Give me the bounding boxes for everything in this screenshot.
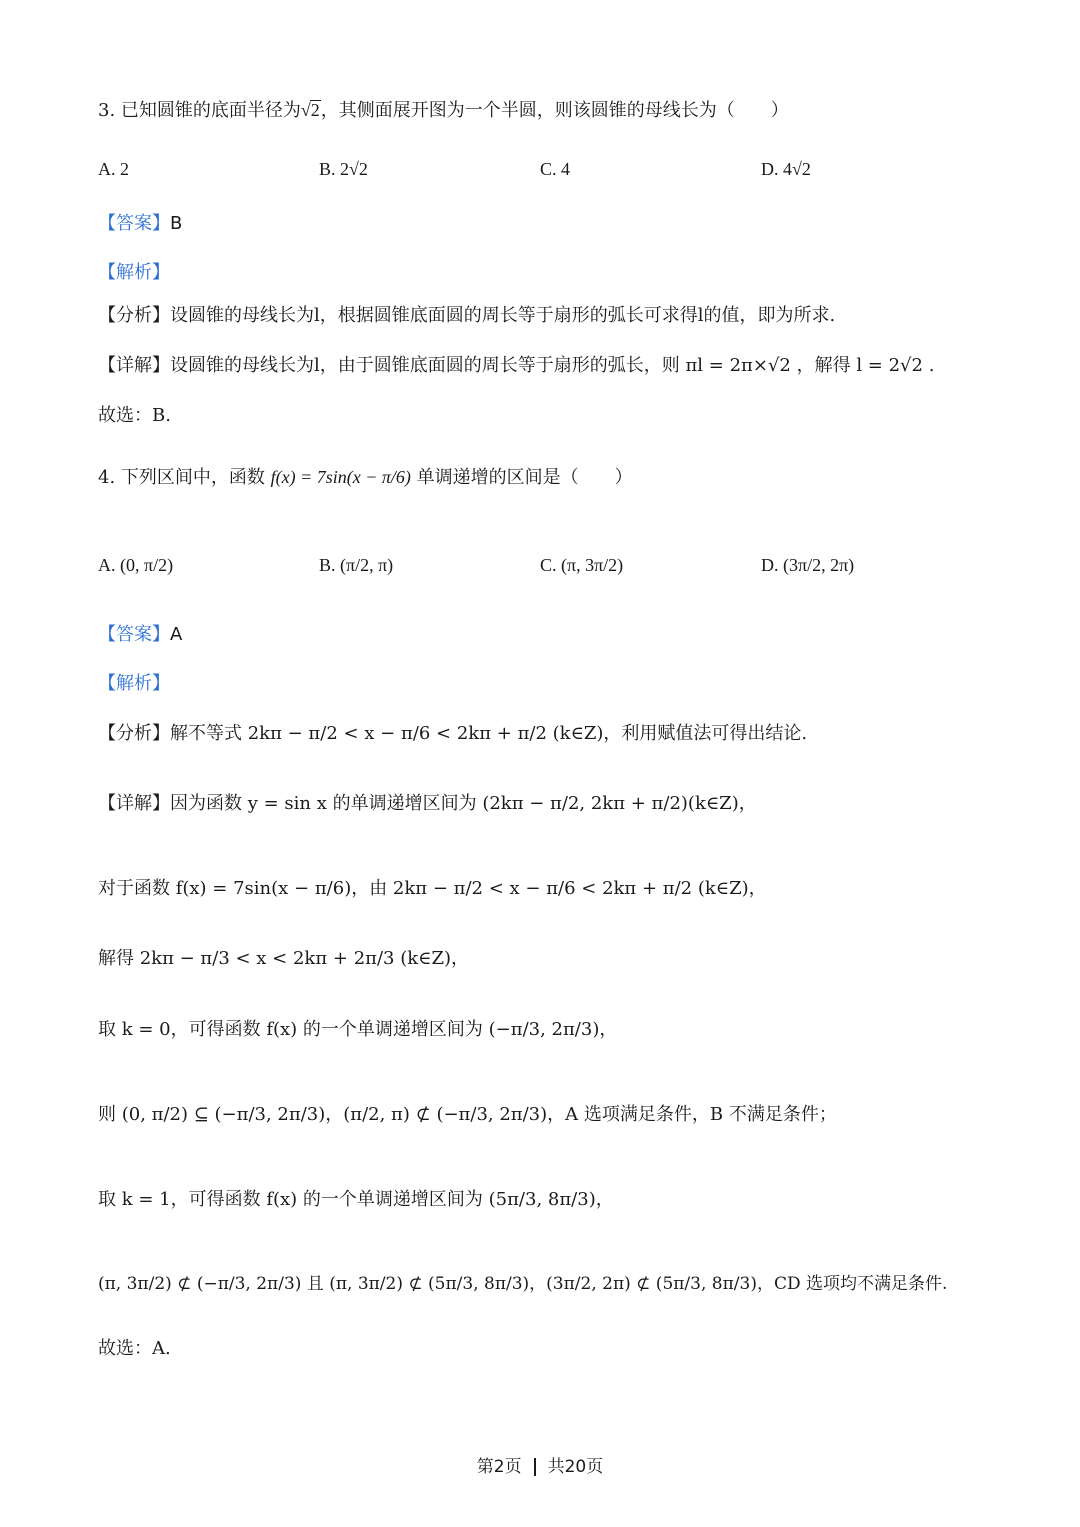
q4-option-b: B. (π/2, π) — [319, 555, 394, 575]
q4-option-c: C. (π, 3π/2) — [540, 555, 624, 575]
q3-stem — [98, 100, 789, 120]
q4-option-a: A. (0, π/2) — [98, 555, 174, 575]
q4-answer — [98, 626, 182, 644]
q4-xiangjie-2: 对于函数 f(x) = 7sin(x − π/6)，由 2kπ − π/2 < x − π/6 < 2kπ + π/2 (k∈Z)， — [98, 878, 767, 899]
q4-fenxi-text: 解不等式 2kπ − π/2 < x − π/6 < 2kπ + π/2 (k∈Z)，利用赋值法可得出结论. — [170, 723, 808, 744]
footer-page: 第2页 — [476, 1457, 522, 1477]
q4-analysis-heading: 【解析】 — [98, 673, 170, 694]
q4-stem-func: f(x) = 7sin(x − π/6) — [270, 467, 411, 487]
q3-fenxi-tag: 【分析】 — [98, 305, 170, 326]
q3-stem-a: 3. 已知圆锥的底面半径为 — [98, 100, 301, 121]
page-footer — [0, 1452, 1080, 1477]
q4-xiangjie-6: 取 k = 1，可得函数 f(x) 的一个单调递增区间为 (5π/3, 8π/3)， — [98, 1189, 614, 1210]
q4-xiangjie-4: 取 k = 0，可得函数 f(x) 的一个单调递增区间为 (−π/3, 2π/3)， — [98, 1019, 618, 1040]
q4-answer-value: A — [170, 624, 183, 645]
q3-option-c: C. 4 — [540, 159, 571, 179]
q4-xiangjie-3: 解得 2kπ − π/3 < x < 2kπ + 2π/3 (k∈Z)， — [98, 948, 470, 969]
footer-total: 共20页 — [547, 1457, 604, 1477]
q3-option-a: A. 2 — [98, 159, 129, 179]
q3-answer-value: B — [170, 213, 183, 234]
q3-option-d: D. 4√2 — [761, 159, 811, 179]
q4-answer-tag: 【答案】 — [98, 624, 170, 645]
q4-fenxi — [98, 725, 807, 743]
q3-choice: 故选：B. — [98, 405, 171, 426]
q4-xiangjie-1: 【详解】因为函数 y = sin x 的单调递增区间为 (2kπ − π/2, 2kπ + π/2)(k∈Z)， — [98, 793, 757, 814]
q4-xiangjie-7: (π, 3π/2) ⊄ (−π/3, 2π/3) 且 (π, 3π/2) ⊄ (5π/3, 8π/3)，(3π/2, 2π) ⊄ (5π/3, 8π/3)，CD 选项均不满足条件. — [98, 1274, 948, 1294]
q3-option-b: B. 2√2 — [319, 159, 368, 179]
q3-fenxi-text: 设圆锥的母线长为l，根据圆锥底面圆的周长等于扇形的弧长可求得l的值，即为所求. — [170, 305, 836, 326]
q4-choice: 故选：A. — [98, 1338, 171, 1359]
q3-answer — [98, 215, 182, 233]
q3-answer-tag: 【答案】 — [98, 213, 170, 234]
q3-stem-b: ，其侧面展开图为一个半圆，则该圆锥的母线长为（ ） — [320, 100, 789, 121]
q4-option-d: D. (3π/2, 2π) — [761, 555, 855, 575]
q4-fenxi-tag: 【分析】 — [98, 723, 170, 744]
q4-xiangjie-5: 则 (0, π/2) ⊆ (−π/3, 2π/3)，(π/2, π) ⊄ (−π/3, 2π/3)，A 选项满足条件，B 不满足条件； — [98, 1104, 837, 1125]
q3-xiangjie — [98, 357, 934, 375]
q3-fenxi — [98, 307, 835, 325]
q4-stem-b: 单调递增的区间是（ ） — [416, 467, 633, 488]
q4-stem-a: 4. 下列区间中，函数 — [98, 467, 265, 488]
q4-xiangjie-tag: 【详解】 — [98, 793, 170, 814]
q3-analysis-heading: 【解析】 — [98, 262, 170, 283]
footer-separator — [534, 1458, 536, 1476]
q3-xiangjie-tag: 【详解】 — [98, 355, 170, 376]
q4-stem — [98, 468, 633, 487]
q3-stem-sqrt: √2 — [300, 100, 320, 120]
q3-xiangjie-text: 设圆锥的母线长为l，由于圆锥底面圆的周长等于扇形的弧长，则 πl = 2π×√2 ，解得 l = 2√2 . — [170, 355, 935, 376]
